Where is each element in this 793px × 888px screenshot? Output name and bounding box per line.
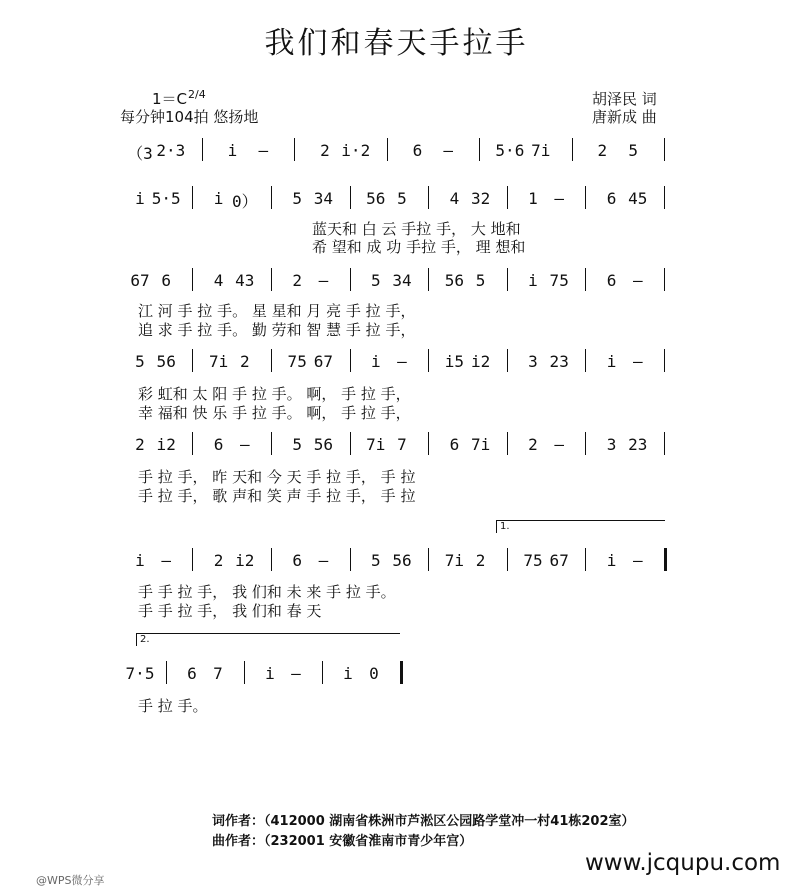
note: 56: [392, 551, 412, 570]
bar-line: [350, 432, 351, 455]
note: 6: [161, 271, 172, 290]
lyricist-address: 词作者：（412000 湖南省株洲市芦淞区公园路学堂冲一村41栋202室）: [212, 814, 635, 829]
note: 0）: [231, 192, 258, 211]
note: i: [606, 352, 617, 371]
bar-line: [322, 661, 323, 684]
bar-line: [428, 432, 429, 455]
bar-line: [585, 349, 586, 372]
note: 5: [370, 551, 381, 570]
note: 1: [528, 189, 538, 208]
note: 67: [549, 551, 569, 570]
bar-line: [585, 186, 586, 209]
lyric-line: 手 拉 手， 歌 声和 笑 声 手 拉 手， 手 拉: [138, 487, 416, 505]
bar-line: [192, 548, 193, 571]
note: 2: [213, 551, 224, 570]
note: 5: [292, 435, 303, 454]
note: —: [554, 435, 565, 454]
note: 56: [156, 352, 176, 371]
bar-line: [350, 268, 351, 291]
bar-line: [664, 349, 665, 372]
note: 5: [397, 189, 407, 208]
note: —: [291, 664, 301, 683]
note: 6: [187, 664, 197, 683]
bar-line: [428, 268, 429, 291]
bar-line: [192, 268, 193, 291]
note: 2: [475, 551, 486, 570]
bar-line: [664, 268, 665, 291]
note: i2: [156, 435, 176, 454]
lyric-line: 彩 虹和 太 阳 手 拉 手。 啊， 手 拉 手，: [138, 385, 411, 403]
note: 34: [313, 189, 334, 208]
note: 75: [287, 352, 307, 371]
note: i: [528, 271, 538, 290]
note: 67: [130, 271, 150, 290]
bar-line: [507, 349, 508, 372]
song-title: 我们和春天手拉手: [264, 26, 529, 61]
note: 56: [366, 189, 386, 208]
note: 6: [412, 141, 423, 160]
note: i: [343, 664, 353, 683]
note: 2: [528, 435, 538, 454]
lyric-line: 手 手 拉 手， 我 们和 春 天: [138, 602, 322, 620]
note: 7: [397, 435, 407, 454]
note: 3: [606, 435, 617, 454]
bar-line: [244, 661, 245, 684]
note: 4: [213, 271, 224, 290]
bar-line: [350, 349, 351, 372]
note: i5: [444, 352, 465, 371]
note: 43: [235, 271, 255, 290]
note: 32: [470, 189, 491, 208]
note: 3: [528, 352, 538, 371]
note: 5: [370, 271, 381, 290]
lyric-line: 手 拉 手。: [138, 697, 208, 715]
bar-line: [664, 186, 665, 209]
bar-line: [271, 268, 272, 291]
note: 7i: [366, 435, 386, 454]
note: 56: [444, 271, 465, 290]
time-signature: 2/4: [188, 88, 206, 101]
lyric-line: 江 河 手 拉 手。 星 星和 月 亮 手 拉 手，: [138, 302, 416, 320]
bar-line: [271, 349, 272, 372]
composer-credit: 唐新成 曲: [592, 108, 657, 126]
note: 2: [320, 141, 330, 160]
bar-line: [294, 138, 295, 161]
bar-line: [387, 138, 388, 161]
note: i: [606, 551, 617, 570]
note: 67: [313, 352, 334, 371]
site-url: www.jcqupu.com: [585, 850, 781, 876]
bar-line: [479, 138, 480, 161]
note: 75: [549, 271, 569, 290]
lyric-line: 希 望和 成 功 手拉 手， 理 想和: [312, 238, 526, 256]
composer-address: 曲作者：（232001 安徽省淮南市青少年宫）: [212, 834, 473, 849]
note: 7i: [470, 435, 491, 454]
note: 5: [628, 141, 638, 160]
bar-line: [572, 138, 573, 161]
note: 6: [606, 271, 617, 290]
note: 45: [628, 189, 648, 208]
wps-watermark: @WPS微分享: [36, 874, 105, 887]
note: 5·6: [495, 141, 525, 160]
bar-line: [507, 432, 508, 455]
bar-line: [428, 186, 429, 209]
volta-first-ending: 1.: [496, 520, 665, 533]
lyric-line: 幸 福和 快 乐 手 拉 手。 啊， 手 拉 手，: [138, 404, 411, 422]
bar-line: [428, 548, 429, 571]
bar-line: [507, 548, 508, 571]
lyric-line: 手 手 拉 手， 我 们和 未 来 手 拉 手。: [138, 583, 396, 601]
bar-line: [192, 432, 193, 455]
note: 56: [313, 435, 334, 454]
note: —: [239, 435, 250, 454]
note: 2: [597, 141, 608, 160]
note: —: [443, 141, 454, 160]
note: i: [135, 189, 145, 208]
bar-line: [664, 138, 665, 161]
note: 2: [292, 271, 303, 290]
note: i: [227, 141, 238, 160]
bar-line: [202, 138, 203, 161]
bar-line: [271, 548, 272, 571]
bar-line: [192, 349, 193, 372]
note: 0: [369, 664, 379, 683]
note: i: [213, 189, 224, 208]
note: 2: [135, 435, 145, 454]
note: 6: [606, 189, 617, 208]
note: 5·5: [151, 189, 181, 208]
bar-line: [585, 548, 586, 571]
bar-line: [664, 432, 665, 455]
note: 7i: [444, 551, 465, 570]
note: 5: [475, 271, 486, 290]
note: i·2: [341, 141, 371, 160]
note: —: [554, 189, 565, 208]
bar-line: [192, 186, 193, 209]
tempo-marking: 每分钟104拍 悠扬地: [120, 108, 259, 126]
note: —: [318, 551, 329, 570]
note: —: [397, 352, 407, 371]
note: —: [632, 352, 643, 371]
note: —: [161, 551, 172, 570]
note: 7: [213, 664, 223, 683]
bar-line: [350, 186, 351, 209]
note: —: [632, 271, 643, 290]
note: 34: [392, 271, 412, 290]
end-bar-line: [664, 548, 667, 571]
note: 4: [449, 189, 460, 208]
lyric-line: 追 求 手 拉 手。 勤 劳和 智 慧 手 拉 手，: [138, 321, 416, 339]
note: 2·3: [156, 141, 186, 160]
note: —: [632, 551, 643, 570]
note: （3: [127, 144, 153, 163]
note: 5: [292, 189, 303, 208]
bar-line: [271, 186, 272, 209]
note: i2: [470, 352, 491, 371]
bar-line: [507, 268, 508, 291]
lyric-line: 蓝天和 白 云 手拉 手， 大 地和: [312, 220, 521, 238]
note: 7i: [531, 141, 551, 160]
lyric-line: 手 拉 手， 昨 天和 今 天 手 拉 手， 手 拉: [138, 468, 416, 486]
note: —: [258, 141, 269, 160]
note: 6: [449, 435, 460, 454]
note: 6: [292, 551, 303, 570]
note: 7·5: [125, 664, 155, 683]
bar-line: [428, 349, 429, 372]
note: i: [370, 352, 381, 371]
note: i2: [235, 551, 255, 570]
volta-second-ending: 2.: [136, 633, 400, 646]
note: —: [318, 271, 329, 290]
bar-line: [585, 268, 586, 291]
key-signature: 1＝C: [152, 90, 188, 108]
note: 23: [628, 435, 648, 454]
lyricist-credit: 胡泽民 词: [592, 90, 657, 108]
bar-line: [585, 432, 586, 455]
note: 6: [213, 435, 224, 454]
note: i: [135, 551, 145, 570]
bar-line: [166, 661, 167, 684]
note: i: [265, 664, 275, 683]
note: 7i: [208, 352, 229, 371]
note: 23: [549, 352, 569, 371]
bar-line: [507, 186, 508, 209]
note: 2: [239, 352, 250, 371]
end-bar-line: [400, 661, 403, 684]
note: 5: [135, 352, 145, 371]
bar-line: [350, 548, 351, 571]
bar-line: [271, 432, 272, 455]
note: 75: [523, 551, 543, 570]
